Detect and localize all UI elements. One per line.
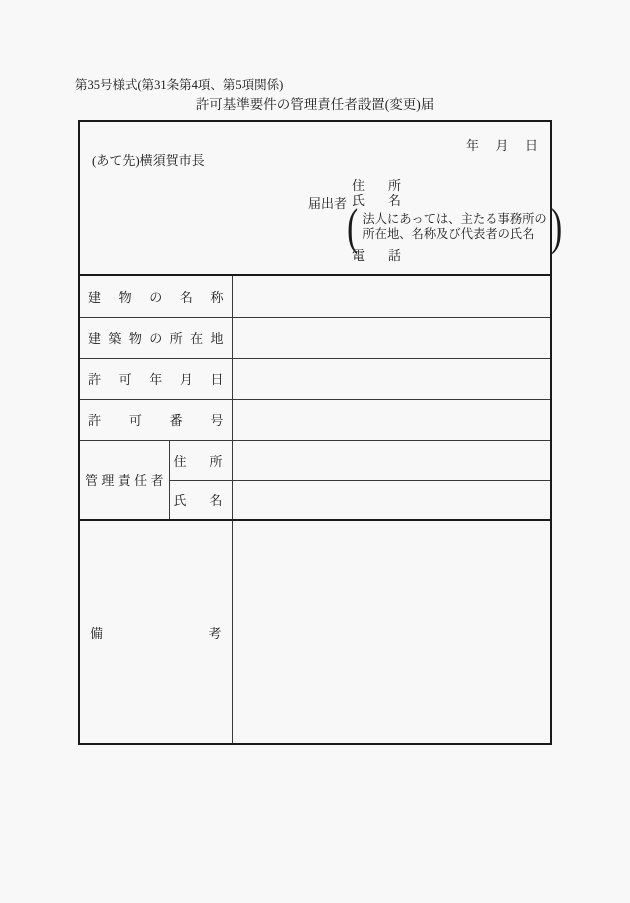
row-building-name [80,276,550,317]
addressee: (あて先)横須賀市長 [92,153,205,168]
close-paren: ) [550,198,562,255]
row-permit-number [80,399,550,440]
declarant-phone-label: 電話 [352,248,402,263]
open-paren: ( [347,198,359,255]
permit-date-label: 許可年月日 [88,372,224,387]
permit-number-value-cell [232,399,550,440]
manager-address-value-cell [232,440,550,480]
manager-name-value-cell [232,480,550,520]
form-number: 第35号様式(第31条第4項、第5項関係) [75,78,284,92]
permit-number-label: 許可番号 [88,413,224,428]
row-manager-address [80,440,550,480]
building-location-label-cell [80,317,232,358]
row-building-location [80,317,550,358]
corporate-note-text [360,212,548,242]
remarks-value-cell [232,520,550,743]
manager-name-label: 氏名 [173,493,223,509]
manager-label-cell [80,440,169,520]
building-name-value-cell [232,276,550,317]
declarant-fields [347,178,564,263]
building-name-label: 建物の名称 [88,289,224,305]
declarant-label: 届出者 [308,196,348,211]
form-table [80,276,550,743]
corporate-note-line2: 所在地、名称及び代表者の氏名 [362,227,535,241]
corporate-note [345,198,564,255]
permit-number-label-cell [80,399,232,440]
building-location-value-cell [232,317,550,358]
remarks-label: 備考 [90,625,222,641]
remarks-label-cell [80,520,232,743]
manager-address-label-cell [169,440,232,480]
manager-label: 管理責任者 [85,473,164,489]
building-location-label: 建築物の所在地 [88,331,224,346]
building-name-label-cell [80,276,232,317]
row-permit-date [80,358,550,399]
row-remarks [80,520,550,743]
declarant-name-label: 氏名 [352,193,402,208]
permit-date-value-cell [232,358,550,399]
header-section [80,122,562,276]
permit-date-label-cell [80,358,232,399]
declarant-address-label: 住所 [352,178,402,193]
date-line: 年月日 [466,138,538,153]
declarant-block [308,178,564,263]
form-box [78,120,562,745]
form-title: 許可基準要件の管理責任者設置(変更)届 [195,97,435,112]
manager-address-label: 住所 [173,453,223,469]
corporate-note-line1: 法人にあっては、主たる事務所の [362,212,547,226]
manager-name-label-cell [169,480,232,520]
